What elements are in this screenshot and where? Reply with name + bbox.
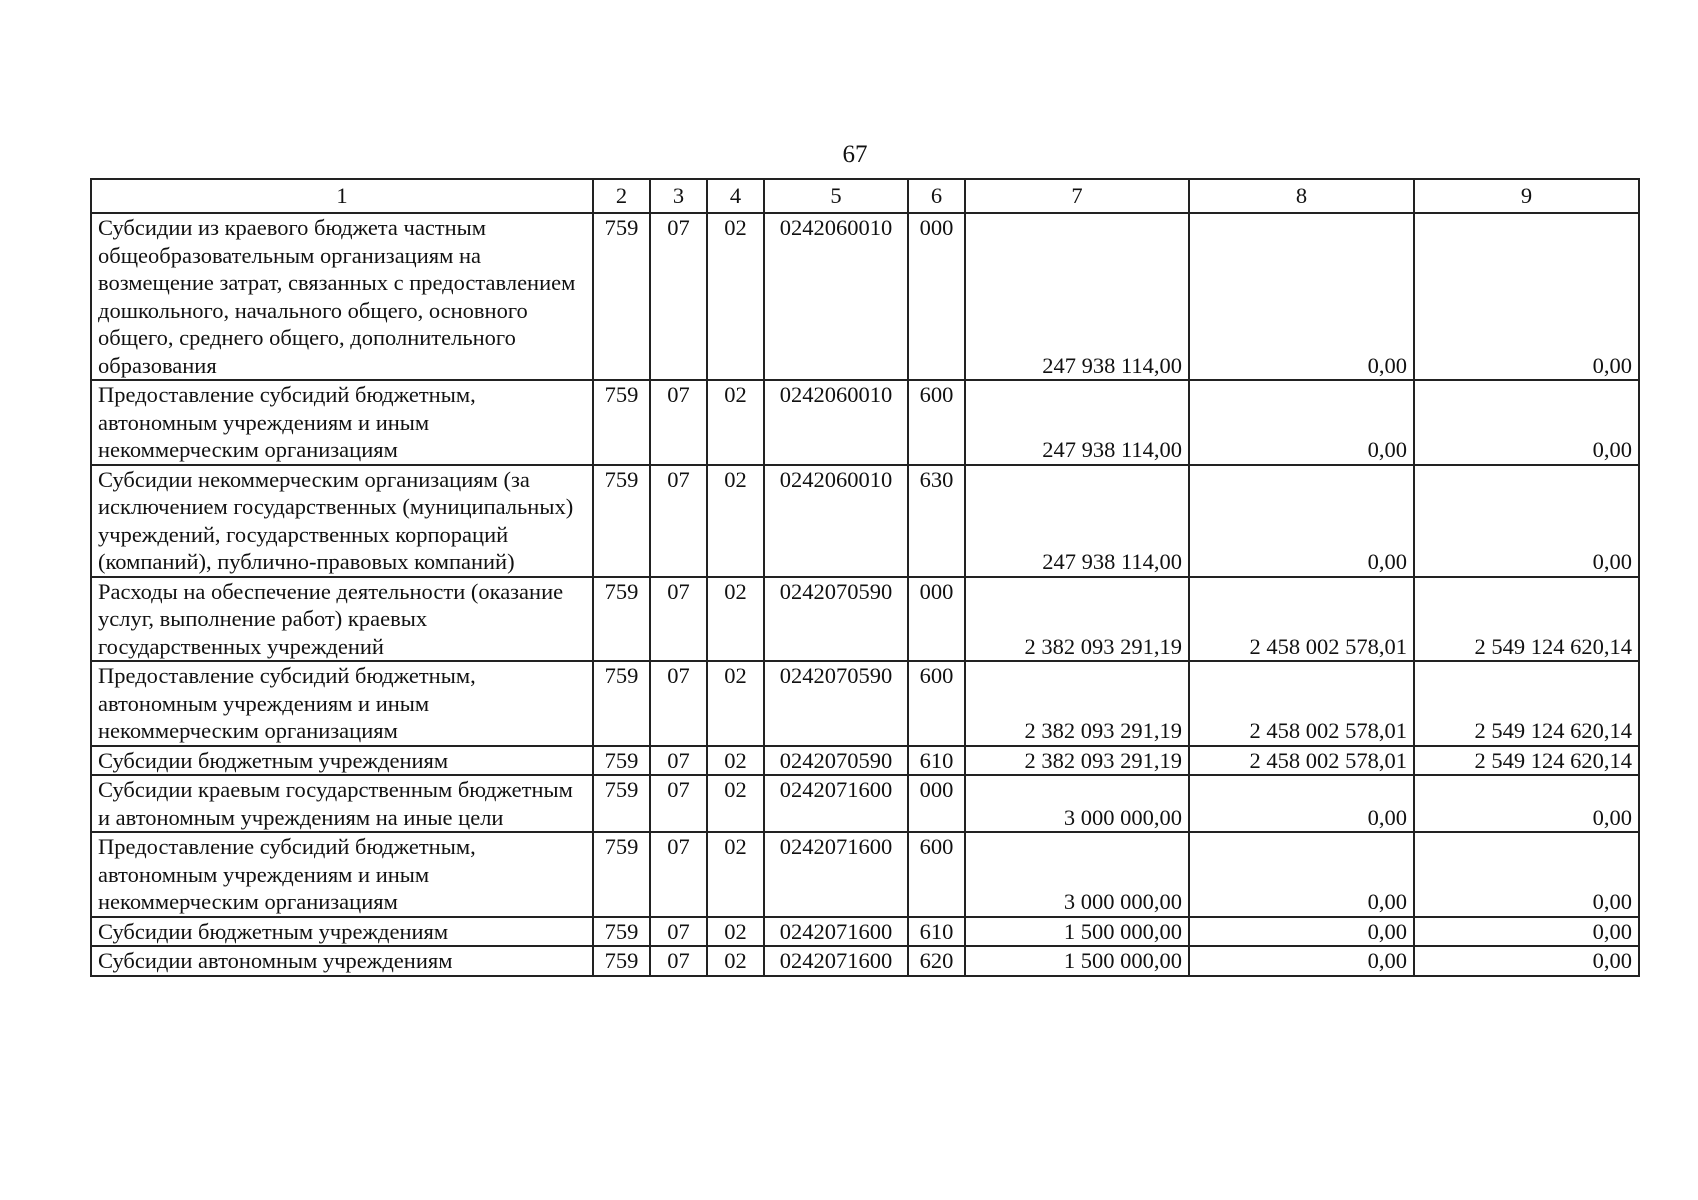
row-col8: 0,00: [1189, 946, 1414, 976]
row-col9: 0,00: [1414, 832, 1639, 917]
row-col3: 07: [650, 832, 707, 917]
row-col7: 2 382 093 291,19: [965, 661, 1189, 746]
row-col7: 247 938 114,00: [965, 213, 1189, 380]
row-col2: 759: [593, 661, 650, 746]
row-name: Субсидии бюджетным учреждениям: [91, 917, 593, 947]
row-col9: 0,00: [1414, 380, 1639, 465]
row-col8: 0,00: [1189, 380, 1414, 465]
row-col2: 759: [593, 465, 650, 577]
row-col3: 07: [650, 213, 707, 380]
row-col3: 07: [650, 465, 707, 577]
row-col7: 2 382 093 291,19: [965, 746, 1189, 776]
row-col2: 759: [593, 832, 650, 917]
row-col6: 620: [908, 946, 965, 976]
row-col3: 07: [650, 661, 707, 746]
row-col4: 02: [707, 380, 764, 465]
header-col-8: 8: [1189, 179, 1414, 213]
row-col2: 759: [593, 746, 650, 776]
row-col5: 0242060010: [764, 213, 908, 380]
table-row: [91, 380, 1639, 465]
row-col6: 000: [908, 213, 965, 380]
row-col9: 0,00: [1414, 946, 1639, 976]
row-col2: 759: [593, 380, 650, 465]
row-col2: 759: [593, 775, 650, 832]
row-col7: 3 000 000,00: [965, 775, 1189, 832]
row-col3: 07: [650, 775, 707, 832]
row-col4: 02: [707, 946, 764, 976]
row-col4: 02: [707, 746, 764, 776]
row-col8: 0,00: [1189, 213, 1414, 380]
row-col5: 0242070590: [764, 577, 908, 662]
header-col-1: 1: [91, 179, 593, 213]
row-name: Предоставление субсидий бюджетным, автономным учреждениям и иным некоммерческим организациям: [91, 832, 593, 917]
row-col7: 2 382 093 291,19: [965, 577, 1189, 662]
table-row: [91, 577, 1639, 662]
page-number: 67: [842, 141, 868, 168]
header-col-4: 4: [707, 179, 764, 213]
row-col5: 0242071600: [764, 946, 908, 976]
row-name: Предоставление субсидий бюджетным, автономным учреждениям и иным некоммерческим организациям: [91, 380, 593, 465]
row-col4: 02: [707, 832, 764, 917]
table-row: [91, 213, 1639, 380]
row-col6: 630: [908, 465, 965, 577]
row-col6: 000: [908, 577, 965, 662]
row-col9: 0,00: [1414, 213, 1639, 380]
header-col-5: 5: [764, 179, 908, 213]
row-col4: 02: [707, 917, 764, 947]
row-col3: 07: [650, 380, 707, 465]
table-row: [91, 775, 1639, 832]
row-name: Расходы на обеспечение деятельности (оказание услуг, выполнение работ) краевых государственных учреждений: [91, 577, 593, 662]
row-col3: 07: [650, 577, 707, 662]
header-col-9: 9: [1414, 179, 1639, 213]
header-col-7: 7: [965, 179, 1189, 213]
row-col4: 02: [707, 465, 764, 577]
row-col7: 1 500 000,00: [965, 946, 1189, 976]
row-col7: 3 000 000,00: [965, 832, 1189, 917]
row-name: Субсидии некоммерческим организациям (за исключением государственных (муниципальных) учреждений, государственных корпораций (компаний), публично-правовых компаний): [91, 465, 593, 577]
row-col9: 0,00: [1414, 775, 1639, 832]
row-col4: 02: [707, 661, 764, 746]
row-col6: 610: [908, 746, 965, 776]
row-col9: 2 549 124 620,14: [1414, 661, 1639, 746]
row-name: Субсидии бюджетным учреждениям: [91, 746, 593, 776]
row-col8: 0,00: [1189, 775, 1414, 832]
row-col5: 0242070590: [764, 746, 908, 776]
row-col9: 2 549 124 620,14: [1414, 746, 1639, 776]
row-name: Субсидии краевым государственным бюджетным и автономным учреждениям на иные цели: [91, 775, 593, 832]
row-col4: 02: [707, 213, 764, 380]
row-col7: 1 500 000,00: [965, 917, 1189, 947]
row-col2: 759: [593, 213, 650, 380]
row-col3: 07: [650, 946, 707, 976]
row-col7: 247 938 114,00: [965, 380, 1189, 465]
row-col7: 247 938 114,00: [965, 465, 1189, 577]
table-row: [91, 946, 1639, 976]
table-row: [91, 465, 1639, 577]
table-row: [91, 746, 1639, 776]
row-col8: 2 458 002 578,01: [1189, 661, 1414, 746]
row-col8: 0,00: [1189, 465, 1414, 577]
row-col5: 0242071600: [764, 917, 908, 947]
budget-table: [90, 178, 1640, 977]
row-col8: 2 458 002 578,01: [1189, 746, 1414, 776]
header-col-3: 3: [650, 179, 707, 213]
row-name: Субсидии автономным учреждениям: [91, 946, 593, 976]
row-col6: 610: [908, 917, 965, 947]
row-col9: 0,00: [1414, 465, 1639, 577]
row-col3: 07: [650, 917, 707, 947]
row-col6: 600: [908, 380, 965, 465]
row-col2: 759: [593, 946, 650, 976]
table-row: [91, 661, 1639, 746]
table-row: [91, 832, 1639, 917]
row-name: Субсидии из краевого бюджета частным общеобразовательным организациям на возмещение затрат, связанных с предоставлением дошкольного, начального общего, основного общего, среднего общего, дополнительного образования: [91, 213, 593, 380]
row-col4: 02: [707, 577, 764, 662]
row-col6: 600: [908, 661, 965, 746]
row-col5: 0242071600: [764, 775, 908, 832]
row-col6: 600: [908, 832, 965, 917]
table-row: [91, 917, 1639, 947]
row-col8: 2 458 002 578,01: [1189, 577, 1414, 662]
row-col4: 02: [707, 775, 764, 832]
row-col2: 759: [593, 917, 650, 947]
row-col9: 0,00: [1414, 917, 1639, 947]
table-header-row: [91, 179, 1639, 213]
row-col5: 0242070590: [764, 661, 908, 746]
row-col2: 759: [593, 577, 650, 662]
row-col8: 0,00: [1189, 917, 1414, 947]
header-col-6: 6: [908, 179, 965, 213]
row-col3: 07: [650, 746, 707, 776]
header-col-2: 2: [593, 179, 650, 213]
row-col9: 2 549 124 620,14: [1414, 577, 1639, 662]
row-col5: 0242060010: [764, 465, 908, 577]
row-col5: 0242071600: [764, 832, 908, 917]
row-col8: 0,00: [1189, 832, 1414, 917]
row-col6: 000: [908, 775, 965, 832]
row-col5: 0242060010: [764, 380, 908, 465]
row-name: Предоставление субсидий бюджетным, автономным учреждениям и иным некоммерческим организациям: [91, 661, 593, 746]
